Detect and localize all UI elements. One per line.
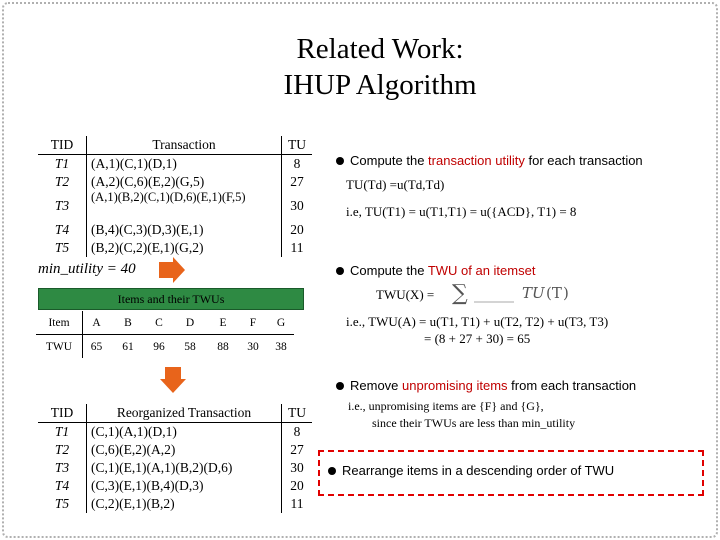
transaction-table [38, 136, 312, 257]
table-row [38, 441, 312, 459]
table-row [38, 459, 312, 477]
items-twu-banner [38, 288, 304, 310]
item-cell: C [146, 311, 172, 335]
cell-transaction: (B,2)(C,2)(E,1)(G,2) [87, 239, 282, 257]
unpromising-note-line-1: i.e., unpromising items are {F} and {G}, [348, 399, 544, 413]
item-twu-table [36, 311, 294, 358]
table-row [38, 477, 312, 495]
cell-transaction: (A,1)(B,2)(C,1)(D,6)(E,1)(F,5) [87, 191, 282, 221]
twu-cell: 38 [275, 340, 287, 353]
cell-tu: 20 [290, 478, 304, 493]
table-row [38, 173, 312, 191]
cell-tid: T3 [38, 191, 87, 221]
svg-text:TU: TU [522, 284, 545, 302]
unpromising-note-line-2: since their TWUs are less than min_utility [372, 416, 576, 430]
twu-cell: 96 [153, 340, 165, 353]
arrow-down-icon [160, 367, 186, 393]
twu-formula: TWU(X) = [376, 287, 435, 302]
col-header-transaction: Reorganized Transaction [87, 404, 282, 423]
cell-tid: T3 [38, 459, 87, 477]
cell-tu: 30 [290, 198, 304, 213]
cell-tid: T5 [38, 239, 87, 257]
bullet-dot-icon [336, 157, 344, 165]
cell-transaction: (C,2)(E,1)(B,2) [87, 495, 282, 513]
col-header-transaction: Transaction [87, 136, 282, 155]
cell-tu: 27 [290, 442, 304, 457]
table-row [38, 495, 312, 513]
twu-row-label: TWU [36, 335, 83, 359]
cell-tu: 11 [290, 496, 304, 511]
table-row [38, 191, 312, 221]
cell-transaction: (C,3)(E,1)(B,4)(D,3) [87, 477, 282, 495]
col-header-tid: TID [38, 404, 87, 423]
tu-example: i.e, TU(T1) = u(T1,T1) = u({ACD}, T1) = 8 [346, 204, 577, 219]
cell-tid: T1 [38, 155, 87, 174]
cell-tu: 20 [290, 222, 304, 237]
table-row [38, 155, 312, 174]
bullet-dot-icon [328, 467, 336, 475]
cell-tid: T2 [38, 441, 87, 459]
item-cell: F [238, 311, 268, 335]
cell-tu: 27 [290, 174, 304, 189]
min-utility-label: min_utility = 40 [38, 261, 136, 277]
table-row [38, 423, 312, 442]
title-line-2: IHUP Algorithm [283, 69, 477, 101]
title-line-1: Related Work: [296, 33, 464, 65]
bullet-dot-icon [336, 267, 344, 275]
cell-tu: 30 [290, 460, 304, 475]
cell-tid: T4 [38, 477, 87, 495]
item-row-label: Item [36, 311, 83, 335]
item-cell: E [208, 311, 238, 335]
cell-tid: T2 [38, 173, 87, 191]
col-header-tid: TID [38, 136, 87, 155]
twu-sum-formula-icon [452, 280, 572, 308]
twu-cell: 88 [217, 340, 229, 353]
reorganized-transaction-table [38, 404, 312, 513]
twu-cell: 58 [184, 340, 196, 353]
item-cell: B [110, 311, 146, 335]
cell-transaction: (C,6)(E,2)(A,2) [87, 441, 282, 459]
cell-tid: T1 [38, 423, 87, 442]
table-row [38, 221, 312, 239]
cell-transaction: (B,4)(C,3)(D,3)(E,1) [87, 221, 282, 239]
svg-text:): ) [563, 284, 569, 302]
bullet-remove-unpromising: Remove unpromising items from each transaction [336, 378, 636, 393]
twu-cell: 30 [247, 340, 259, 353]
cell-tid: T5 [38, 495, 87, 513]
cell-transaction: (C,1)(A,1)(D,1) [87, 423, 282, 442]
cell-transaction: (C,1)(E,1)(A,1)(B,2)(D,6) [87, 459, 282, 477]
col-header-tu: TU [282, 136, 313, 155]
bullet-twu: Compute the TWU of an itemset [336, 263, 535, 278]
cell-transaction: (A,1)(C,1)(D,1) [87, 155, 282, 174]
svg-text:(T: (T [546, 284, 562, 302]
bullet-transaction-utility: Compute the transaction utility for each transaction [336, 153, 643, 168]
item-cell: G [268, 311, 294, 335]
col-header-tu: TU [282, 404, 313, 423]
cell-tu: 11 [290, 240, 304, 255]
twu-example-line-1: i.e., TWU(A) = u(T1, T1) + u(T2, T2) + u(T3, T3) [346, 314, 609, 329]
twu-cell: 61 [122, 340, 134, 353]
cell-tid: T4 [38, 221, 87, 239]
twu-cell: 65 [90, 340, 103, 353]
tu-formula: TU(Td) =u(Td,Td) [346, 177, 445, 192]
items-twu-banner-label: Items and their TWUs [117, 292, 225, 306]
item-cell: D [172, 311, 208, 335]
cell-transaction: (A,2)(C,6)(E,2)(G,5) [87, 173, 282, 191]
arrow-right-icon [159, 257, 185, 283]
table-row [38, 239, 312, 257]
cell-tu: 8 [293, 156, 301, 171]
item-cell: A [83, 311, 111, 335]
bullet-rearrange: Rearrange items in a descending order of TWU [328, 463, 614, 478]
svg-text:∑: ∑ [452, 281, 468, 306]
twu-example-line-2: = (8 + 27 + 30) = 65 [424, 331, 531, 346]
cell-tu: 8 [293, 424, 301, 439]
bullet-dot-icon [336, 382, 344, 390]
